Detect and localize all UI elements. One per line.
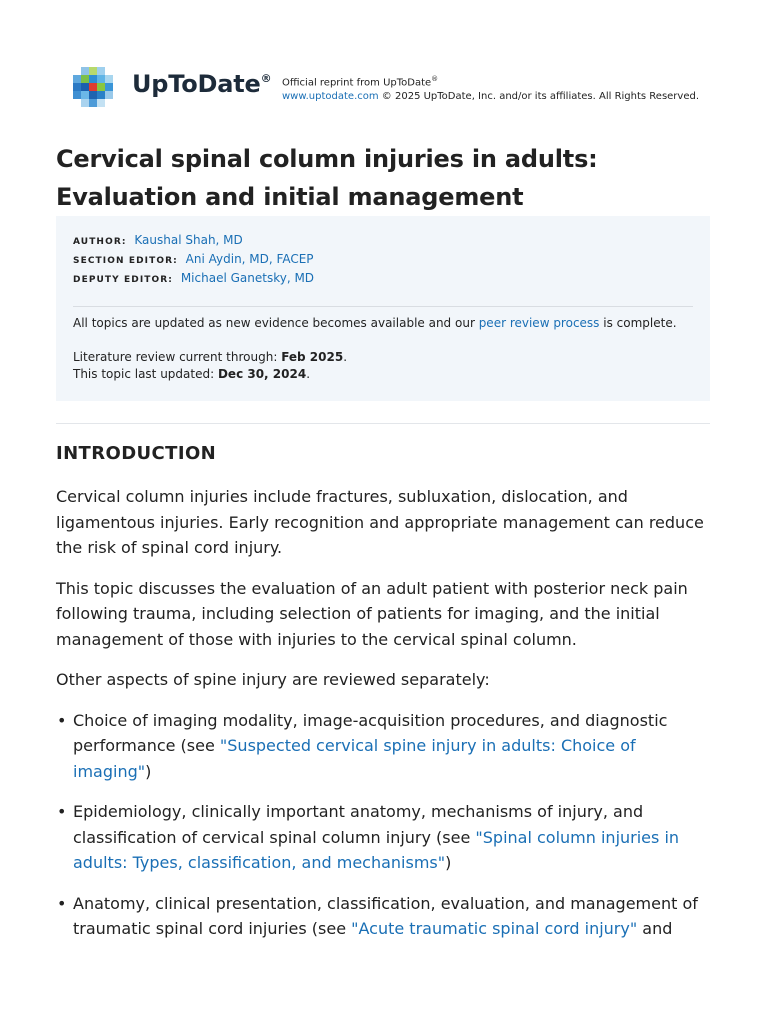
section-editor-label: SECTION EDITOR: [73,256,178,266]
last-updated-line: This topic last updated: Dec 30, 2024. [73,367,311,381]
author-link[interactable]: Kaushal Shah, MD [134,233,243,247]
meta-divider [73,306,693,307]
last-updated-label: This topic last updated: [73,367,218,381]
list-item [56,799,716,876]
list-item-text: Epidemiology, clinically important anatomy, mechanisms of injury, and classification of cervical spinal column injury (see [73,802,644,847]
reprint-notice [282,72,699,104]
topic-metadata-box [56,216,710,401]
copyright-line [282,90,699,104]
update-note-post: is complete. [599,316,677,330]
list-item-text-end: ) [145,761,152,781]
page-header [72,66,712,110]
topic-title-line2: Evaluation and initial management [56,183,524,211]
topic-title-line1: Cervical spinal column injuries in adults: [56,145,598,173]
uptodate-logo-icon [72,66,116,108]
deputy-editor-label: DEPUTY EDITOR: [73,275,173,285]
peer-review-link[interactable]: peer review process [478,316,600,330]
literature-review-label: Literature review current through: [73,350,282,364]
list-item-text: Choice of imaging modality, image-acquisition procedures, and diagnostic performance (see [73,710,668,755]
deputy-editor-link[interactable]: Michael Ganetsky, MD [180,271,315,285]
topic-link-spinal-column-injuries[interactable]: "Spinal column injuries in adults: Types, classification, and mechanisms" [73,827,680,872]
related-topics-list [56,708,716,942]
list-item-text: Anatomy, clinical presentation, classification, evaluation, and management of traumatic spinal cord injuries (see [73,893,698,938]
reprint-label: Official reprint from UpToDate [282,77,432,89]
intro-paragraph-3: Other aspects of spine injury are reviewed separately: [56,670,490,689]
topic-link-spinal-cord-injury[interactable]: "Acute traumatic spinal cord injury" [351,919,638,938]
intro-paragraph-2: This topic discusses the evaluation of an adult patient with posterior neck pain following trauma, including selection of patients for imaging, and the initial management of those with injuries to the cervical spinal column. [56,578,688,649]
list-item [56,708,716,785]
section-editor-row [73,251,693,270]
section-divider [56,423,710,424]
literature-review-line: Literature review current through: Feb 2025. [73,350,348,364]
uptodate-site-link[interactable]: www.uptodate.com [282,91,379,103]
reprint-line [282,72,699,90]
topic-title [56,140,716,216]
list-item [56,891,716,942]
brand-name [132,70,271,98]
section-body [56,484,716,957]
reprint-trademark: ® [431,75,439,83]
update-note [73,315,693,332]
brand-text: UpToDate [132,70,261,98]
topic-link-choice-of-imaging[interactable]: "Suspected cervical spine injury in adults: Choice of imaging" [73,736,636,781]
author-label: AUTHOR: [73,237,127,247]
copyright-text: © 2025 UpToDate, Inc. and/or its affiliates. All Rights Reserved. [381,91,700,103]
list-item-text-end: ) [445,853,452,872]
intro-paragraph-1: Cervical column injuries include fractures, subluxation, dislocation, and ligamentous injuries. Early recognition and appropriate management can reduce the risk of spinal cord injury. [56,487,704,557]
brand-trademark: ® [260,72,272,85]
last-updated-date: Dec 30, 2024 [217,367,307,381]
section-heading: INTRODUCTION [56,443,217,464]
author-row [73,232,693,251]
section-editor-link[interactable]: Ani Aydin, MD, FACEP [185,252,314,266]
list-item-text-end: and [637,919,673,938]
deputy-editor-row [73,270,693,289]
meta-spacer [73,332,693,349]
update-note-pre: All topics are updated as new evidence becomes available and our [73,316,479,330]
literature-review-date: Feb 2025 [281,350,344,364]
